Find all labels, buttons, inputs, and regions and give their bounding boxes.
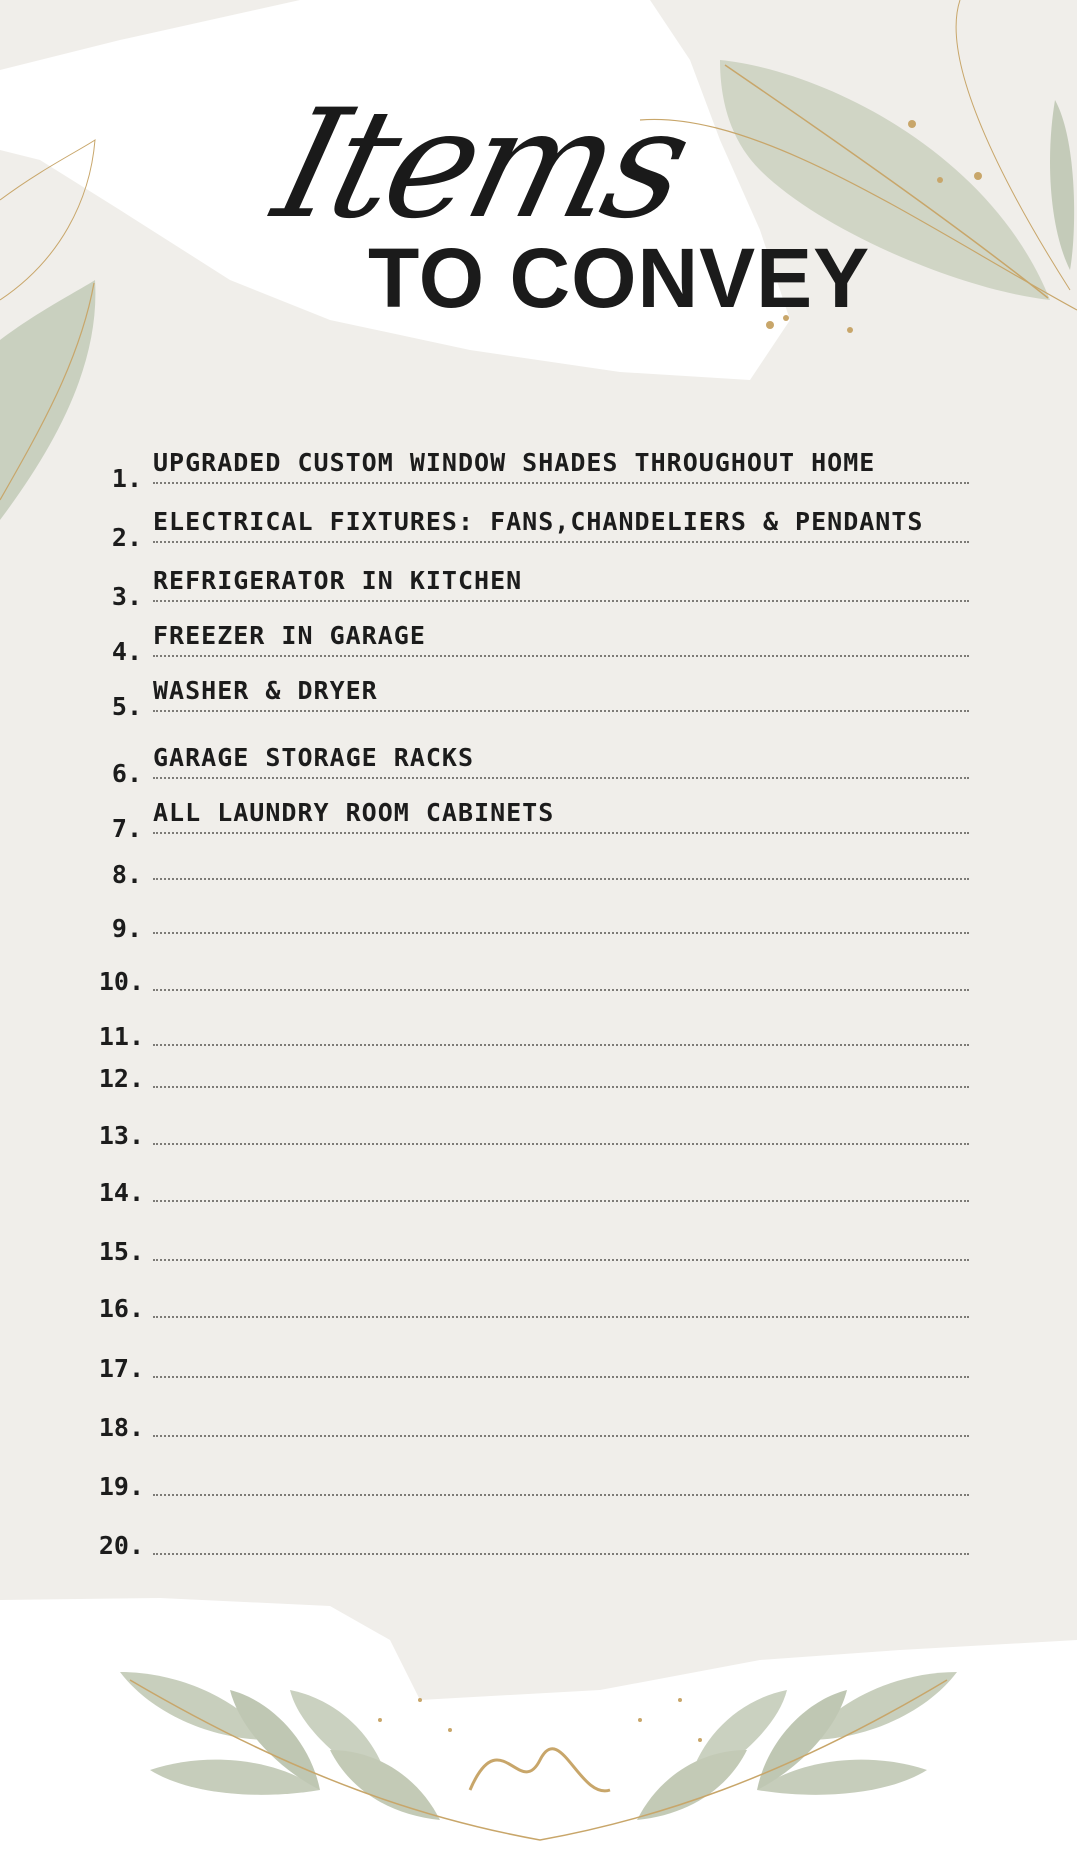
- list-item: [0, 562, 1077, 611]
- dotted-line: [153, 1200, 969, 1202]
- list-item-number: 10.: [98, 967, 144, 996]
- page-title: TO CONVEY: [368, 231, 871, 325]
- dotted-line: [153, 1494, 969, 1496]
- list-item-number: 16.: [98, 1294, 144, 1323]
- dotted-line: [153, 932, 969, 934]
- list-item-text: WASHER & DRYER: [153, 676, 378, 705]
- dotted-line: [153, 832, 969, 834]
- list-item-number: 4.: [111, 637, 142, 666]
- dotted-line: [153, 989, 969, 991]
- list-item-number: 18.: [98, 1413, 144, 1442]
- list-item-number: 19.: [98, 1472, 144, 1501]
- list-item: [0, 1338, 1077, 1383]
- list-item-number: 11.: [98, 1022, 144, 1051]
- dotted-line: [153, 600, 969, 602]
- list-item-number: 9.: [111, 914, 142, 943]
- list-item-number: 1.: [111, 464, 142, 493]
- list-item: [0, 1048, 1077, 1093]
- list-item-text: REFRIGERATOR IN KITCHEN: [153, 566, 523, 595]
- list-item: [0, 1162, 1077, 1207]
- list-item-number: 15.: [98, 1237, 144, 1266]
- dotted-line: [153, 1316, 969, 1318]
- list-item: [0, 1515, 1077, 1560]
- list-item-number: 17.: [98, 1354, 144, 1383]
- dotted-line: [153, 777, 969, 779]
- list-item: [0, 951, 1077, 996]
- list-item: [0, 672, 1077, 721]
- dotted-line: [153, 1044, 969, 1046]
- list-item-number: 13.: [98, 1121, 144, 1150]
- list-item-number: 14.: [98, 1178, 144, 1207]
- list-item-number: 8.: [111, 860, 142, 889]
- dotted-line: [153, 1435, 969, 1437]
- list-item-number: 2.: [111, 523, 142, 552]
- list-item: [0, 1221, 1077, 1266]
- dotted-line: [153, 1086, 969, 1088]
- list-item: [0, 1456, 1077, 1501]
- list-item-number: 20.: [98, 1531, 144, 1560]
- dotted-line: [153, 710, 969, 712]
- dotted-line: [153, 541, 969, 543]
- list-item-number: 3.: [111, 582, 142, 611]
- list-item-text: UPGRADED CUSTOM WINDOW SHADES THROUGHOUT HOME: [153, 448, 876, 477]
- list-item: [0, 739, 1077, 788]
- list-item: [0, 840, 1077, 889]
- list-item-number: 5.: [111, 692, 142, 721]
- list-item: [0, 1278, 1077, 1323]
- list-item: [0, 617, 1077, 666]
- dotted-line: [153, 1143, 969, 1145]
- list-item-text: GARAGE STORAGE RACKS: [153, 743, 475, 772]
- list-item: [0, 1397, 1077, 1442]
- list-item-text: ALL LAUNDRY ROOM CABINETS: [153, 798, 555, 827]
- list-item: [0, 503, 1077, 552]
- dotted-line: [153, 1259, 969, 1261]
- list-item-number: 7.: [111, 814, 142, 843]
- page-title-script: Items: [260, 78, 702, 252]
- dotted-line: [153, 655, 969, 657]
- list-item-number: 12.: [98, 1064, 144, 1093]
- list-item: [0, 1006, 1077, 1051]
- list-item-number: 6.: [111, 759, 142, 788]
- list-item: [0, 794, 1077, 843]
- list-item: [0, 444, 1077, 493]
- dotted-line: [153, 1376, 969, 1378]
- dotted-line: [153, 1553, 969, 1555]
- dotted-line: [153, 878, 969, 880]
- list-item: [0, 894, 1077, 943]
- list-item-text: FREEZER IN GARAGE: [153, 621, 426, 650]
- list-item-text: ELECTRICAL FIXTURES: FANS,CHANDELIERS & PENDANTS: [153, 507, 924, 536]
- list-item: [0, 1105, 1077, 1150]
- dotted-line: [153, 482, 969, 484]
